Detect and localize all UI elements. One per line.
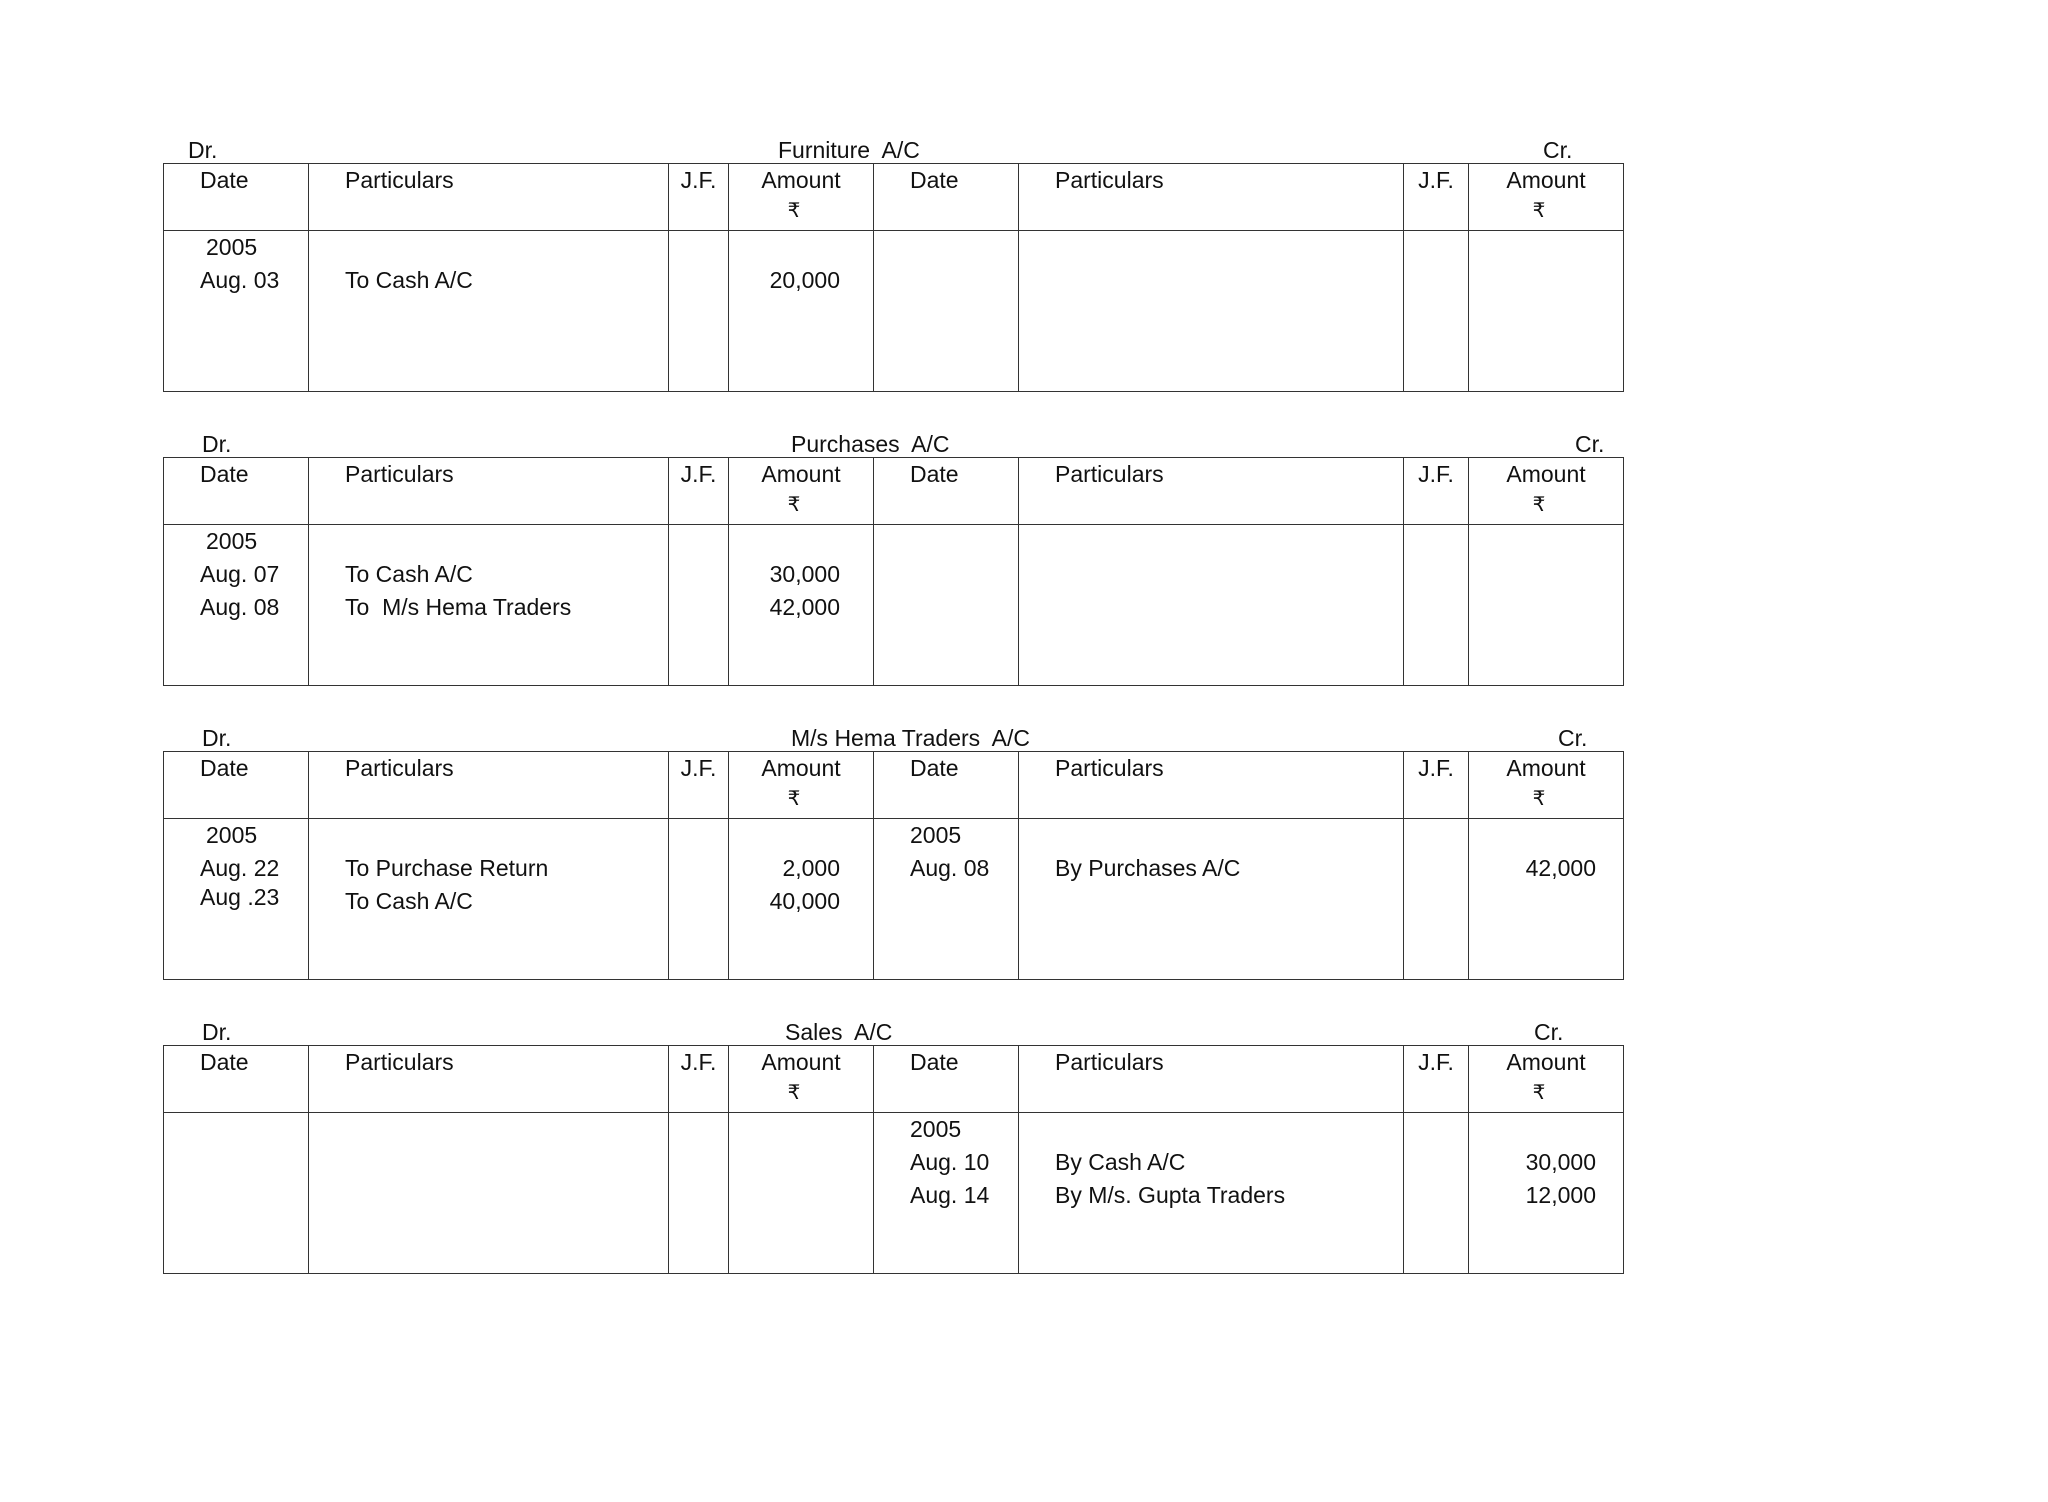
debit-amount-cell	[729, 819, 874, 980]
amount-label: Amount	[761, 167, 841, 193]
date-header: Date	[874, 752, 1019, 819]
jf-header: J.F.	[669, 752, 729, 819]
year: 2005	[910, 1116, 962, 1142]
entry-date: Aug. 22	[200, 855, 280, 881]
amount-header	[1469, 164, 1624, 231]
credit-amount-cell	[1469, 819, 1624, 980]
credit-label: Cr.	[1558, 725, 1588, 751]
year: 2005	[206, 822, 258, 848]
rupee-icon: ₹	[1532, 788, 1546, 810]
entry-amount: 30,000	[1525, 1149, 1596, 1175]
header-row	[164, 752, 1624, 819]
particulars-header: Particulars	[309, 752, 669, 819]
date-header: Date	[164, 1046, 309, 1113]
debit-date-cell	[164, 231, 309, 392]
account-title: M/s Hema Traders A/C	[791, 725, 1031, 751]
amount-header	[1469, 752, 1624, 819]
debit-particulars-cell	[309, 525, 669, 686]
ledger-sales	[163, 1019, 1623, 1274]
particulars-header: Particulars	[1019, 752, 1404, 819]
amount-label: Amount	[1506, 461, 1586, 487]
date-header: Date	[874, 164, 1019, 231]
amount-label: Amount	[1506, 1049, 1586, 1075]
date-header: Date	[164, 752, 309, 819]
date-header: Date	[164, 458, 309, 525]
credit-jf-cell	[1404, 525, 1469, 686]
debit-amount-cell	[729, 231, 874, 392]
entries-row	[164, 525, 1624, 686]
jf-header: J.F.	[669, 458, 729, 525]
debit-label: Dr.	[188, 137, 218, 163]
debit-amount-cell	[729, 525, 874, 686]
credit-date-cell	[874, 1113, 1019, 1274]
amount-label: Amount	[1506, 167, 1586, 193]
year: 2005	[206, 234, 258, 260]
debit-date-cell	[164, 1113, 309, 1274]
rupee-icon: ₹	[787, 1082, 801, 1104]
entry-amount: 42,000	[769, 594, 840, 620]
rupee-icon: ₹	[1532, 200, 1546, 222]
credit-label: Cr.	[1534, 1019, 1564, 1045]
credit-particulars-cell	[1019, 819, 1404, 980]
header-row	[164, 458, 1624, 525]
entry-amount: 42,000	[1525, 855, 1596, 881]
entry-particulars: To Cash A/C	[345, 888, 473, 914]
jf-header: J.F.	[1404, 164, 1469, 231]
credit-particulars-cell	[1019, 525, 1404, 686]
debit-date-cell	[164, 819, 309, 980]
account-title: Sales A/C	[785, 1019, 893, 1045]
entry-particulars: To Cash A/C	[345, 267, 473, 293]
entry-date: Aug. 03	[200, 267, 280, 293]
entry-date: Aug. 08	[200, 594, 280, 620]
debit-jf-cell	[669, 819, 729, 980]
entry-amount: 20,000	[769, 267, 840, 293]
entry-date: Aug. 08	[910, 855, 990, 881]
date-header: Date	[874, 458, 1019, 525]
ledger-table	[163, 1045, 1624, 1274]
credit-amount-cell	[1469, 231, 1624, 392]
amount-label: Amount	[761, 1049, 841, 1075]
entries-row	[164, 231, 1624, 392]
debit-jf-cell	[669, 1113, 729, 1274]
particulars-header: Particulars	[1019, 1046, 1404, 1113]
ledger-purchases	[163, 431, 1623, 686]
ledger-table	[163, 751, 1624, 980]
credit-amount-cell	[1469, 1113, 1624, 1274]
entry-amount: 2,000	[782, 855, 840, 881]
credit-label: Cr.	[1543, 137, 1573, 163]
ledger-table	[163, 457, 1624, 686]
jf-header: J.F.	[1404, 458, 1469, 525]
credit-jf-cell	[1404, 1113, 1469, 1274]
rupee-icon: ₹	[787, 494, 801, 516]
ledger-header	[163, 1019, 1623, 1045]
amount-header	[1469, 458, 1624, 525]
credit-date-cell	[874, 231, 1019, 392]
credit-label: Cr.	[1575, 431, 1605, 457]
rupee-icon: ₹	[1532, 494, 1546, 516]
rupee-icon: ₹	[787, 200, 801, 222]
header-row	[164, 1046, 1624, 1113]
credit-jf-cell	[1404, 231, 1469, 392]
rupee-icon: ₹	[787, 788, 801, 810]
debit-amount-cell	[729, 1113, 874, 1274]
rupee-icon: ₹	[1532, 1082, 1546, 1104]
entry-particulars: By Purchases A/C	[1055, 855, 1241, 881]
date-header: Date	[874, 1046, 1019, 1113]
entry-amount: 12,000	[1525, 1182, 1596, 1208]
year: 2005	[910, 822, 962, 848]
entry-particulars: To Purchase Return	[345, 855, 549, 881]
jf-header: J.F.	[669, 164, 729, 231]
entry-particulars: To M/s Hema Traders	[345, 594, 572, 620]
debit-label: Dr.	[202, 1019, 232, 1045]
jf-header: J.F.	[1404, 752, 1469, 819]
ledger-furniture	[163, 137, 1623, 392]
ledger-table	[163, 163, 1624, 392]
particulars-header: Particulars	[309, 164, 669, 231]
amount-header	[729, 164, 874, 231]
ledger-header	[163, 431, 1623, 457]
entries-row	[164, 1113, 1624, 1274]
debit-jf-cell	[669, 525, 729, 686]
year: 2005	[206, 528, 258, 554]
debit-label: Dr.	[202, 725, 232, 751]
amount-label: Amount	[761, 461, 841, 487]
entry-date: Aug .23	[200, 884, 280, 910]
account-title: Purchases A/C	[791, 431, 950, 457]
credit-date-cell	[874, 525, 1019, 686]
jf-header: J.F.	[1404, 1046, 1469, 1113]
entry-date: Aug. 07	[200, 561, 280, 587]
particulars-header: Particulars	[1019, 164, 1404, 231]
jf-header: J.F.	[669, 1046, 729, 1113]
amount-header	[729, 1046, 874, 1113]
ledger-header	[163, 137, 1623, 163]
debit-jf-cell	[669, 231, 729, 392]
amount-label: Amount	[1506, 755, 1586, 781]
particulars-header: Particulars	[309, 1046, 669, 1113]
header-row	[164, 164, 1624, 231]
amount-header	[729, 458, 874, 525]
amount-header	[1469, 1046, 1624, 1113]
entry-amount: 30,000	[769, 561, 840, 587]
amount-header	[729, 752, 874, 819]
debit-particulars-cell	[309, 231, 669, 392]
debit-particulars-cell	[309, 1113, 669, 1274]
debit-particulars-cell	[309, 819, 669, 980]
credit-amount-cell	[1469, 525, 1624, 686]
ledger-header	[163, 725, 1623, 751]
ledger-hema-traders	[163, 725, 1623, 980]
credit-particulars-cell	[1019, 1113, 1404, 1274]
credit-particulars-cell	[1019, 231, 1404, 392]
credit-jf-cell	[1404, 819, 1469, 980]
particulars-header: Particulars	[309, 458, 669, 525]
debit-date-cell	[164, 525, 309, 686]
entries-row	[164, 819, 1624, 980]
entry-date: Aug. 10	[910, 1149, 990, 1175]
entry-particulars: By M/s. Gupta Traders	[1055, 1182, 1286, 1208]
credit-date-cell	[874, 819, 1019, 980]
entry-date: Aug. 14	[910, 1182, 990, 1208]
entry-particulars: By Cash A/C	[1055, 1149, 1186, 1175]
entry-particulars: To Cash A/C	[345, 561, 473, 587]
date-header: Date	[164, 164, 309, 231]
entry-amount: 40,000	[769, 888, 840, 914]
amount-label: Amount	[761, 755, 841, 781]
account-title: Furniture A/C	[778, 137, 920, 163]
particulars-header: Particulars	[1019, 458, 1404, 525]
debit-label: Dr.	[202, 431, 232, 457]
